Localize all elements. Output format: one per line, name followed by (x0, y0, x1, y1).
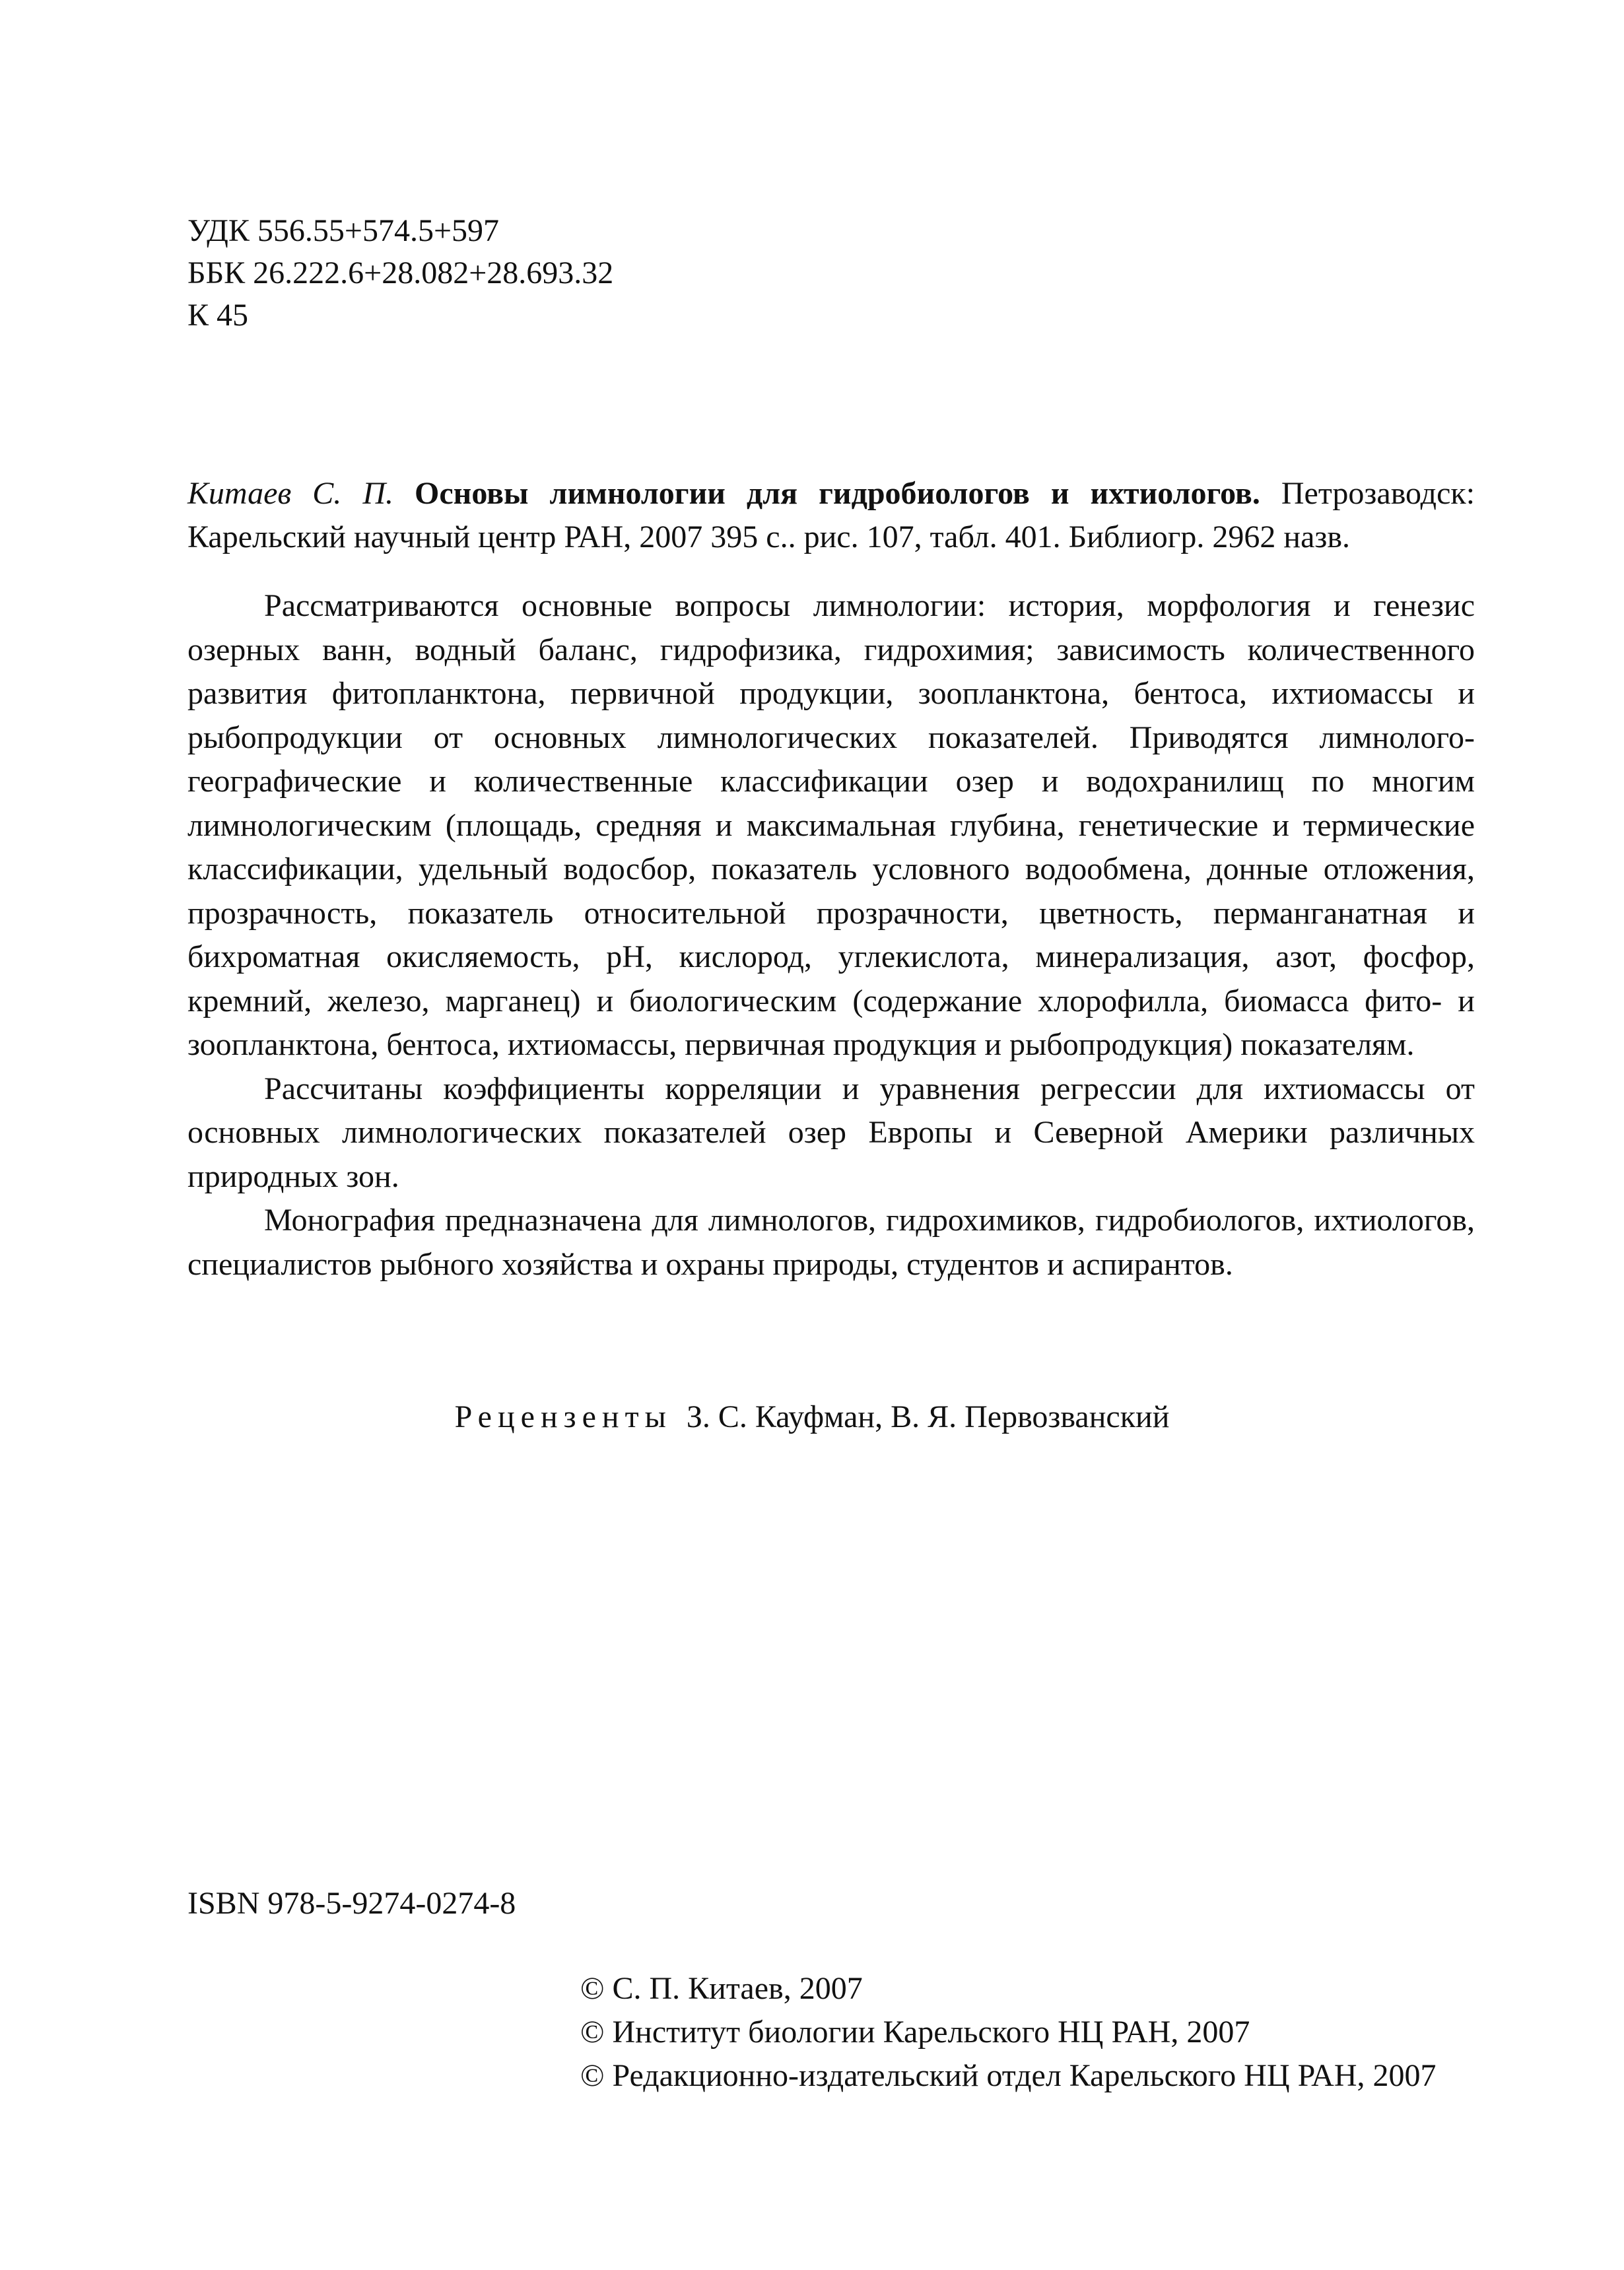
annotation-paragraph: Рассматриваются основные вопросы лимнологии: история, морфология и генезис озерных ванн, водный баланс, гидрофизика, гидрохимия; зависимость количественного развития фитопланктона, первичной продукции, зоопланктона, бентоса, ихтиомассы и рыбопродукции от основных лимнологических показателей. Приводятся лимнолого-географические и количественные классификации озер и водохранилищ по многим лимнологическим (площадь, средняя и максимальная глубина, генетические и термические классификации, удельный водосбор, показатель условного водообмена, донные отложения, прозрачность, показатель относительной прозрачности, цветность, перманганатная и бихроматная окисляемость, pH, кислород, углекислота, минерализация, азот, фосфор, кремний, железо, марганец) и биологическим (содержание хлорофилла, биомасса фито- и зоопланктона, бентоса, ихтиомассы, первичная продукция и рыбопродукция) показателям. (187, 588, 1475, 1062)
bib-title: Основы лимнологии для гидробиологов и ихтиологов. (415, 476, 1260, 511)
annotation (187, 584, 1475, 1286)
bib-author: Китаев С. П. (187, 476, 393, 511)
reviewers-label: Рецензенты (454, 1399, 672, 1434)
udk-code: УДК 556.55+574.5+597 (187, 213, 500, 248)
copyright-line: © С. П. Китаев, 2007 (580, 1971, 863, 2006)
classification-codes (187, 210, 613, 337)
reviewers (0, 1396, 1624, 1438)
author-mark: К 45 (187, 298, 249, 333)
bbk-code: ББК 26.222.6+28.082+28.693.32 (187, 255, 614, 290)
annotation-paragraph: Рассчитаны коэффициенты корреляции и уравнения регрессии для ихтиомассы от основных лимнологических показателей озер Европы и Северной Америки различных природных зон. (187, 1071, 1475, 1194)
copyright-block (580, 1967, 1437, 2098)
bib-first-line (187, 472, 1475, 516)
bib-details: Карельский научный центр РАН, 2007 395 с.. рис. 107, табл. 401. Библиогр. 2962 назв. (187, 519, 1351, 554)
bibliographic-record (187, 472, 1475, 559)
bib-place: Петрозаводск: (1281, 476, 1475, 511)
reviewers-names: З. С. Кауфман, В. Я. Первозванский (686, 1399, 1170, 1434)
isbn: ISBN 978-5-9274-0274-8 (187, 1886, 516, 1921)
copyright-line: © Институт биологии Карельского НЦ РАН, 2007 (580, 2015, 1250, 2050)
copyright-line: © Редакционно-издательский отдел Карельского НЦ РАН, 2007 (580, 2058, 1437, 2093)
annotation-paragraph: Монография предназначена для лимнологов, гидрохимиков, гидробиологов, ихтиологов, специалистов рыбного хозяйства и охраны природы, студентов и аспирантов. (187, 1203, 1475, 1282)
